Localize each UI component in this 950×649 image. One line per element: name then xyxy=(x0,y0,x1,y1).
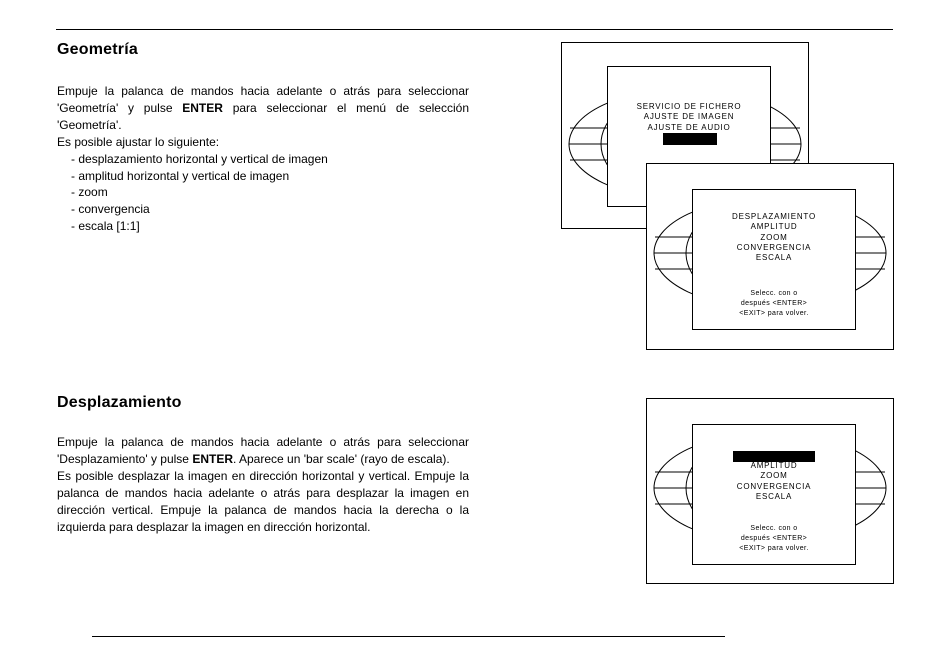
geometria-body xyxy=(57,83,469,235)
menu-item[interactable]: AJUSTE DE AUDIO xyxy=(647,122,731,132)
geometria-list xyxy=(57,151,469,236)
heading-geometria: Geometría xyxy=(57,41,138,58)
geometria-intro: Es posible ajustar lo siguiente: xyxy=(57,134,220,149)
hint-line: después <ENTER> xyxy=(740,300,808,307)
desplazamiento-enter-key: ENTER xyxy=(192,451,233,466)
geometry-menu-panel xyxy=(692,189,856,330)
bottom-rule xyxy=(92,636,725,637)
menu-item[interactable]: SERVICIO DE FICHERO xyxy=(636,102,742,111)
menu-item[interactable]: ESCALA xyxy=(755,491,793,501)
list-item: - amplitud horizontal y vertical de imagen xyxy=(57,168,469,185)
desplazamiento-menu-panel xyxy=(692,424,856,565)
menu-item[interactable]: ZOOM xyxy=(760,232,788,242)
menu-item[interactable]: CONVERGENCIA xyxy=(736,242,812,252)
desplazamiento-p1-end: . Aparece un 'bar scale' (rayo de escala). xyxy=(233,451,450,466)
menu-hint xyxy=(693,524,855,554)
desplazamiento-body xyxy=(57,434,469,535)
list-item: - convergencia xyxy=(57,201,469,218)
menu-item[interactable]: ESCALA xyxy=(755,253,793,263)
menu-hint xyxy=(693,289,855,319)
menu-item[interactable]: DESPLAZAMIENTO xyxy=(732,212,816,221)
hint-line: <EXIT> para volver. xyxy=(739,545,809,552)
hint-line: después <ENTER> xyxy=(740,535,808,542)
desplazamiento-paragraph-2: Es posible desplazar la imagen en dirección horizontal y vertical. Empuje la palanca de mandos hacia adelante o atrás para desplazar la imagen en dirección vertical. Empuje la palanca de mandos hacia la derecha o la izquierda para desplazar la imagen en dirección horizontal. xyxy=(57,468,469,534)
list-item: - desplazamiento horizontal y vertical de imagen xyxy=(57,151,469,168)
list-item: - zoom xyxy=(57,184,469,201)
geometria-p1-text: Empuje la palanca de mandos hacia adelante o atrás para seleccionar 'Geometría' y pulse xyxy=(57,84,469,115)
menu-item[interactable]: AMPLITUD xyxy=(750,461,798,470)
geometria-enter-key: ENTER xyxy=(182,100,223,115)
screen-desplazamiento-menu xyxy=(646,398,894,584)
geometria-p1-end: para seleccionar el menú de selección 'Geometría'. xyxy=(57,100,469,132)
hint-line: <EXIT> para volver. xyxy=(739,310,809,317)
menu-item[interactable]: CONVERGENCIA xyxy=(736,481,812,491)
desplazamiento-paragraph xyxy=(57,434,469,468)
desplazamiento-p1-text: Empuje la palanca de mandos hacia adelante o atrás para seleccionar 'Desplazamiento' y pulse xyxy=(57,435,469,466)
hint-line: Selecc. con o xyxy=(750,290,798,297)
menu-item[interactable]: ZOOM xyxy=(760,471,788,481)
menu-item[interactable]: AMPLITUD xyxy=(750,222,798,232)
menu-highlight-bar xyxy=(663,133,717,145)
screen-geometry-menu xyxy=(646,163,894,350)
menu-item[interactable]: AJUSTE DE IMAGEN xyxy=(643,112,735,122)
hint-line: Selecc. con o xyxy=(750,525,798,532)
list-item: - escala [1:1] xyxy=(57,218,469,235)
heading-desplazamiento: Desplazamiento xyxy=(57,394,182,411)
top-rule xyxy=(56,29,893,30)
geometria-paragraph xyxy=(57,83,469,134)
